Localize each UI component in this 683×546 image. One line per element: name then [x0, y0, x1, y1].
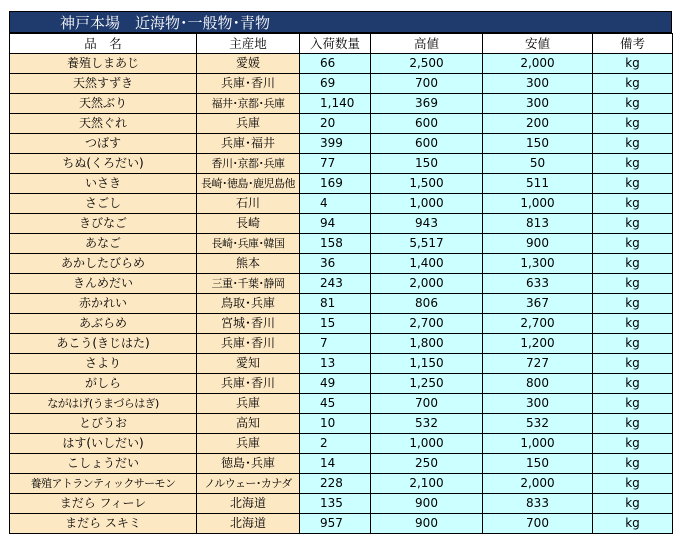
cell-high-price: 2,100	[371, 474, 483, 494]
cell-unit: kg	[593, 314, 673, 334]
cell-origin: 三重･千葉･静岡	[197, 274, 300, 294]
cell-quantity: 4	[300, 194, 371, 214]
cell-quantity: 169	[300, 174, 371, 194]
table-row	[10, 334, 673, 354]
table-row	[10, 514, 673, 534]
cell-high-price: 532	[371, 414, 483, 434]
cell-quantity: 66	[300, 54, 371, 74]
cell-high-price: 1,250	[371, 374, 483, 394]
cell-quantity: 135	[300, 494, 371, 514]
cell-name: まだら スキミ	[10, 514, 197, 534]
cell-low-price: 300	[483, 394, 593, 414]
cell-name: いさき	[10, 174, 197, 194]
cell-low-price: 813	[483, 214, 593, 234]
cell-unit: kg	[593, 354, 673, 374]
table-row	[10, 354, 673, 374]
cell-unit: kg	[593, 94, 673, 114]
cell-origin: 長崎	[197, 214, 300, 234]
cell-origin: 兵庫･香川	[197, 74, 300, 94]
cell-quantity: 45	[300, 394, 371, 414]
cell-high-price: 1,800	[371, 334, 483, 354]
cell-unit: kg	[593, 434, 673, 454]
cell-name: ちぬ(くろだい)	[10, 154, 197, 174]
price-table	[9, 33, 673, 534]
cell-high-price: 1,000	[371, 194, 483, 214]
cell-quantity: 243	[300, 274, 371, 294]
cell-high-price: 600	[371, 134, 483, 154]
cell-unit: kg	[593, 114, 673, 134]
cell-low-price: 511	[483, 174, 593, 194]
cell-high-price: 250	[371, 454, 483, 474]
cell-low-price: 2,000	[483, 474, 593, 494]
cell-unit: kg	[593, 494, 673, 514]
cell-origin: 徳島･兵庫	[197, 454, 300, 474]
cell-origin: 兵庫	[197, 434, 300, 454]
cell-low-price: 2,000	[483, 54, 593, 74]
cell-high-price: 2,500	[371, 54, 483, 74]
cell-name: 天然ぶり	[10, 94, 197, 114]
cell-name: ながはげ(うまづらはぎ)	[10, 394, 197, 414]
cell-name: 養殖しまあじ	[10, 54, 197, 74]
cell-name: とびうお	[10, 414, 197, 434]
cell-quantity: 10	[300, 414, 371, 434]
cell-quantity: 94	[300, 214, 371, 234]
cell-high-price: 2,000	[371, 274, 483, 294]
cell-origin: 高知	[197, 414, 300, 434]
cell-origin: 香川･京都･兵庫	[197, 154, 300, 174]
table-row	[10, 114, 673, 134]
cell-quantity: 14	[300, 454, 371, 474]
table-row	[10, 474, 673, 494]
cell-low-price: 150	[483, 454, 593, 474]
cell-origin: 兵庫	[197, 114, 300, 134]
header-quantity: 入荷数量	[300, 34, 371, 54]
header-row	[10, 34, 673, 54]
cell-origin: 熊本	[197, 254, 300, 274]
cell-origin: 愛媛	[197, 54, 300, 74]
cell-name: つばす	[10, 134, 197, 154]
table-row	[10, 54, 673, 74]
cell-unit: kg	[593, 294, 673, 314]
cell-quantity: 81	[300, 294, 371, 314]
cell-origin: 鳥取･兵庫	[197, 294, 300, 314]
cell-unit: kg	[593, 254, 673, 274]
cell-quantity: 69	[300, 74, 371, 94]
cell-origin: 兵庫･福井	[197, 134, 300, 154]
cell-low-price: 150	[483, 134, 593, 154]
cell-origin: 北海道	[197, 514, 300, 534]
cell-quantity: 49	[300, 374, 371, 394]
cell-high-price: 700	[371, 74, 483, 94]
cell-quantity: 13	[300, 354, 371, 374]
cell-origin: 兵庫･香川	[197, 334, 300, 354]
cell-low-price: 50	[483, 154, 593, 174]
cell-name: さごし	[10, 194, 197, 214]
cell-origin: 北海道	[197, 494, 300, 514]
cell-quantity: 15	[300, 314, 371, 334]
table-row	[10, 494, 673, 514]
cell-name: さより	[10, 354, 197, 374]
cell-low-price: 300	[483, 74, 593, 94]
cell-low-price: 1,300	[483, 254, 593, 274]
cell-low-price: 727	[483, 354, 593, 374]
cell-low-price: 300	[483, 94, 593, 114]
table-row	[10, 154, 673, 174]
table-row	[10, 294, 673, 314]
cell-origin: 福井･京都･兵庫	[197, 94, 300, 114]
cell-low-price: 1,000	[483, 434, 593, 454]
cell-high-price: 900	[371, 494, 483, 514]
cell-unit: kg	[593, 214, 673, 234]
table-row	[10, 194, 673, 214]
cell-quantity: 399	[300, 134, 371, 154]
cell-low-price: 900	[483, 234, 593, 254]
table-row	[10, 254, 673, 274]
cell-low-price: 800	[483, 374, 593, 394]
cell-quantity: 228	[300, 474, 371, 494]
cell-low-price: 200	[483, 114, 593, 134]
header-origin: 主産地	[197, 34, 300, 54]
cell-name: きんめだい	[10, 274, 197, 294]
table-row	[10, 274, 673, 294]
cell-low-price: 833	[483, 494, 593, 514]
cell-high-price: 5,517	[371, 234, 483, 254]
cell-unit: kg	[593, 374, 673, 394]
cell-low-price: 532	[483, 414, 593, 434]
cell-origin: 石川	[197, 194, 300, 214]
table-row	[10, 94, 673, 114]
cell-quantity: 36	[300, 254, 371, 274]
table-row	[10, 394, 673, 414]
cell-high-price: 600	[371, 114, 483, 134]
cell-quantity: 7	[300, 334, 371, 354]
table-row	[10, 214, 673, 234]
cell-unit: kg	[593, 454, 673, 474]
cell-low-price: 2,700	[483, 314, 593, 334]
table-row	[10, 374, 673, 394]
cell-origin: 宮城･香川	[197, 314, 300, 334]
cell-name: まだら フィーレ	[10, 494, 197, 514]
cell-unit: kg	[593, 514, 673, 534]
cell-origin: ノルウェー･カナダ	[197, 474, 300, 494]
cell-origin: 兵庫･香川	[197, 374, 300, 394]
cell-unit: kg	[593, 274, 673, 294]
cell-unit: kg	[593, 74, 673, 94]
cell-high-price: 943	[371, 214, 483, 234]
cell-name: がしら	[10, 374, 197, 394]
cell-unit: kg	[593, 334, 673, 354]
cell-high-price: 1,400	[371, 254, 483, 274]
cell-name: きびなご	[10, 214, 197, 234]
cell-unit: kg	[593, 414, 673, 434]
cell-unit: kg	[593, 234, 673, 254]
table-row	[10, 414, 673, 434]
cell-name: あぶらめ	[10, 314, 197, 334]
cell-high-price: 369	[371, 94, 483, 114]
cell-name: こしょうだい	[10, 454, 197, 474]
cell-unit: kg	[593, 194, 673, 214]
cell-high-price: 900	[371, 514, 483, 534]
table-row	[10, 74, 673, 94]
cell-high-price: 150	[371, 154, 483, 174]
cell-name: はす(いしだい)	[10, 434, 197, 454]
cell-high-price: 1,150	[371, 354, 483, 374]
cell-high-price: 2,700	[371, 314, 483, 334]
cell-unit: kg	[593, 174, 673, 194]
cell-unit: kg	[593, 474, 673, 494]
cell-high-price: 806	[371, 294, 483, 314]
cell-high-price: 1,000	[371, 434, 483, 454]
table-row	[10, 454, 673, 474]
market-price-sheet	[9, 11, 672, 534]
cell-origin: 愛知	[197, 354, 300, 374]
cell-quantity: 77	[300, 154, 371, 174]
cell-unit: kg	[593, 394, 673, 414]
cell-unit: kg	[593, 54, 673, 74]
header-low-price: 安値	[483, 34, 593, 54]
cell-unit: kg	[593, 134, 673, 154]
cell-name: あかしたびらめ	[10, 254, 197, 274]
cell-origin: 兵庫	[197, 394, 300, 414]
cell-low-price: 1,200	[483, 334, 593, 354]
cell-name: 天然ぐれ	[10, 114, 197, 134]
table-row	[10, 434, 673, 454]
table-row	[10, 174, 673, 194]
cell-low-price: 700	[483, 514, 593, 534]
cell-name: あなご	[10, 234, 197, 254]
cell-high-price: 1,500	[371, 174, 483, 194]
table-row	[10, 134, 673, 154]
cell-name: 養殖アトランティックサーモン	[10, 474, 197, 494]
cell-name: 赤かれい	[10, 294, 197, 314]
cell-unit: kg	[593, 154, 673, 174]
cell-quantity: 158	[300, 234, 371, 254]
table-row	[10, 234, 673, 254]
cell-origin: 長崎･兵庫･韓国	[197, 234, 300, 254]
cell-quantity: 2	[300, 434, 371, 454]
cell-name: 天然すずき	[10, 74, 197, 94]
table-body	[10, 54, 673, 534]
cell-low-price: 367	[483, 294, 593, 314]
sheet-title: 神戸本場 近海物･一般物･青物	[9, 11, 672, 33]
cell-quantity: 20	[300, 114, 371, 134]
cell-name: あこう(きじはた)	[10, 334, 197, 354]
cell-high-price: 700	[371, 394, 483, 414]
header-name: 品 名	[10, 34, 197, 54]
cell-quantity: 1,140	[300, 94, 371, 114]
table-row	[10, 314, 673, 334]
header-remarks: 備考	[593, 34, 673, 54]
cell-quantity: 957	[300, 514, 371, 534]
cell-low-price: 633	[483, 274, 593, 294]
cell-origin: 長崎･徳島･鹿児島他	[197, 174, 300, 194]
header-high-price: 高値	[371, 34, 483, 54]
cell-low-price: 1,000	[483, 194, 593, 214]
